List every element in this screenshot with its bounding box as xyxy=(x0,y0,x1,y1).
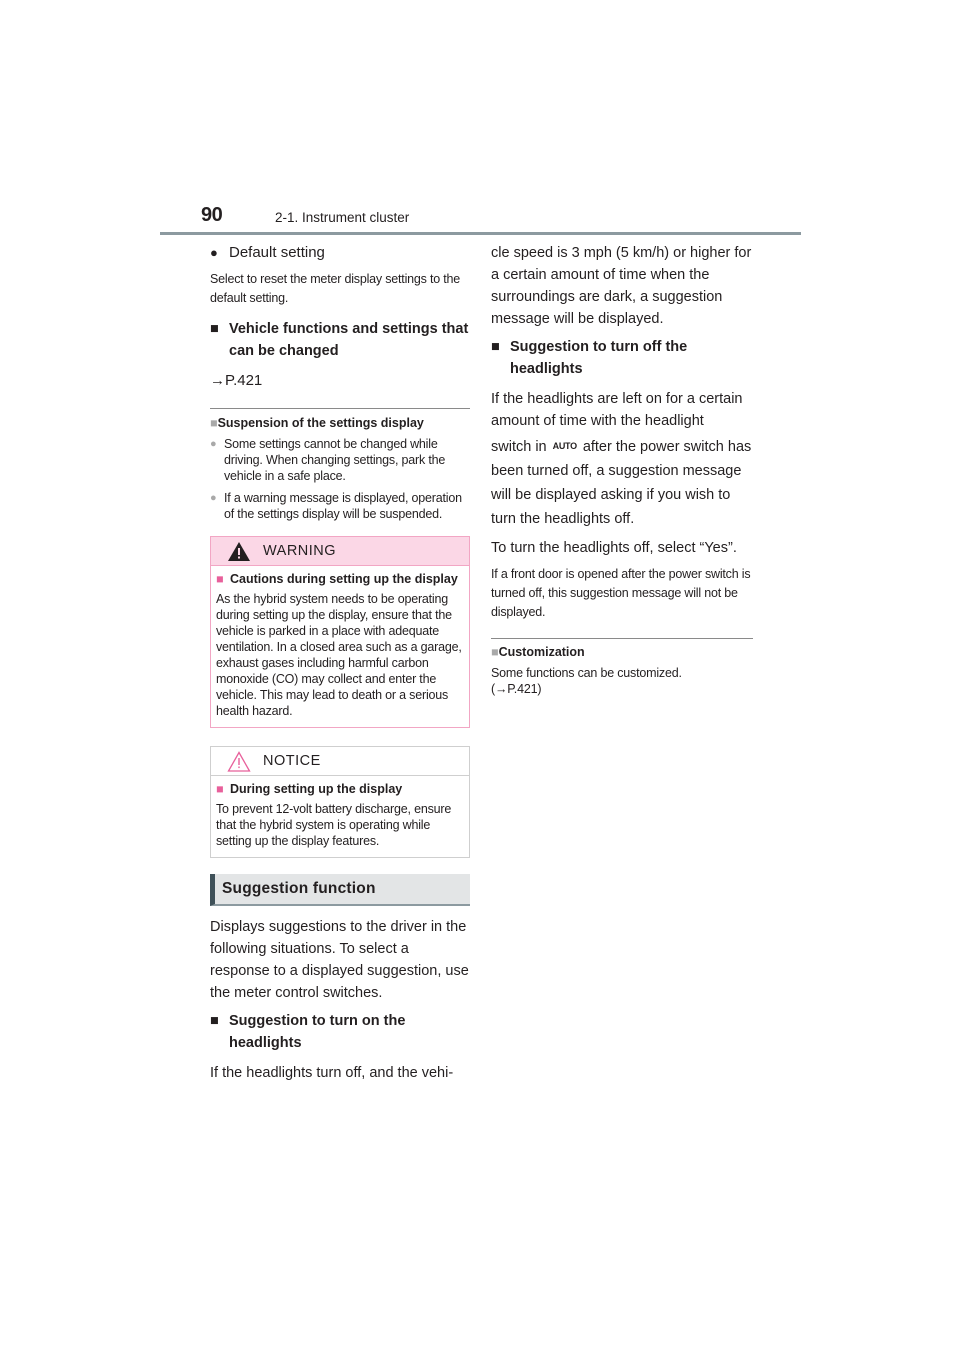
notice-title: NOTICE xyxy=(263,753,321,769)
warning-heading xyxy=(216,571,464,587)
headlights-off-text-2 xyxy=(491,434,753,531)
arrow-right-icon: → xyxy=(494,682,508,696)
suspension-item-text: If a warning message is displayed, operation of the settings display will be suspended. xyxy=(224,491,462,521)
customization-heading-text: Customization xyxy=(498,645,585,659)
headlights-on-text-start: If the headlights turn off, and the vehi- xyxy=(210,1065,454,1081)
square-bullet-icon: ■ xyxy=(216,572,224,586)
default-setting-label: Default setting xyxy=(229,244,325,261)
warning-title: WARNING xyxy=(263,543,337,559)
headlights-off-heading-text: Suggestion to turn off the headlights xyxy=(510,339,688,377)
headlights-off-text-1: If the headlights are left on for a certain amount of time with the headlight xyxy=(491,391,743,429)
warning-box xyxy=(210,536,470,728)
select-yes-text: To turn the headlights off, select “Yes”. xyxy=(491,540,737,556)
default-setting-text: Select to reset the meter display settings to the default setting. xyxy=(210,272,461,305)
warning-text: As the hybrid system needs to be operating during setting up the display, ensure that the vehicle is parked in a place with adequate ventilation. In a closed area such as a garage, exhaust gases including harmful carbon monoxide (CO) may collect and enter the vehicle. This may lead to death or a serious health hazard. xyxy=(216,592,462,718)
vehicle-functions-ref[interactable] xyxy=(210,370,470,392)
vehicle-functions-heading-text: Vehicle functions and settings that can be changed xyxy=(229,321,469,359)
vehicle-functions-heading xyxy=(210,318,470,362)
notice-triangle-icon xyxy=(227,751,251,772)
warning-heading-text: Cautions during setting up the display xyxy=(230,572,458,586)
suggestion-function-title: Suggestion function xyxy=(210,874,470,906)
section-title: 2-1. Instrument cluster xyxy=(275,210,410,225)
headlights-off-text-2b: after the power switch has been turned off, a suggestion message will be displayed asking if you wish to turn the headlights off. xyxy=(491,439,752,527)
square-bullet-icon: ■ xyxy=(216,782,224,796)
bullet-dot-icon: ● xyxy=(210,245,218,260)
auto-switch-icon: AUTO xyxy=(552,441,577,451)
suspension-heading-text: Suspension of the settings display xyxy=(217,416,424,430)
customization-note xyxy=(491,638,753,697)
suspension-item xyxy=(210,436,470,484)
notice-body xyxy=(211,776,469,857)
customization-ref[interactable]: (→P.421) xyxy=(491,682,542,696)
vehicle-functions-ref-text: P.421 xyxy=(225,372,263,389)
warning-body xyxy=(211,566,469,727)
square-bullet-icon: ■ xyxy=(210,1013,219,1029)
default-setting-item xyxy=(210,242,470,264)
suspension-item xyxy=(210,490,470,522)
front-door-note: If a front door is opened after the power switch is turned off, this suggestion message will not be displayed. xyxy=(491,567,751,619)
headlights-on-text-cont: cle speed is 3 mph (5 km/h) or higher for a certain amount of time when the surroundings are dark, a suggestion message will be displayed. xyxy=(491,245,752,327)
square-bullet-icon: ■ xyxy=(491,645,499,659)
suspension-item-text: Some settings cannot be changed while driving. When changing settings, park the vehicle in a safe place. xyxy=(224,437,446,483)
customization-text: Some functions can be customized. xyxy=(491,666,682,680)
suspension-note xyxy=(210,408,470,522)
customization-heading xyxy=(491,643,753,661)
notice-heading xyxy=(216,781,464,797)
notice-text: To prevent 12-volt battery discharge, ensure that the hybrid system is operating while setting up the display features. xyxy=(216,802,452,848)
warning-triangle-icon xyxy=(227,541,251,562)
notice-heading-text: During setting up the display xyxy=(230,782,403,796)
square-bullet-icon: ■ xyxy=(491,339,500,355)
left-column xyxy=(210,242,470,1090)
bullet-dot-icon: ● xyxy=(210,438,217,450)
headlights-on-heading-text: Suggestion to turn on the headlights xyxy=(229,1013,406,1051)
page-number: 90 xyxy=(201,204,223,226)
headlights-on-heading xyxy=(210,1010,470,1054)
headlights-off-heading xyxy=(491,336,753,380)
suggestion-intro: Displays suggestions to the driver in the following situations. To select a response to a displayed suggestion, use the meter control switches. xyxy=(210,919,469,1001)
square-bullet-icon: ■ xyxy=(210,416,218,430)
headlights-off-text-2a: switch in xyxy=(491,439,547,455)
header-rule xyxy=(160,232,801,235)
right-column xyxy=(491,242,753,697)
suspension-heading xyxy=(210,414,470,432)
customization-ref-text: P.421 xyxy=(507,682,538,696)
square-bullet-icon: ■ xyxy=(210,321,219,337)
arrow-right-icon: → xyxy=(210,372,225,389)
warning-title-bar xyxy=(211,537,469,566)
notice-title-bar xyxy=(211,747,469,776)
notice-box xyxy=(210,746,470,858)
bullet-dot-icon: ● xyxy=(210,492,217,504)
